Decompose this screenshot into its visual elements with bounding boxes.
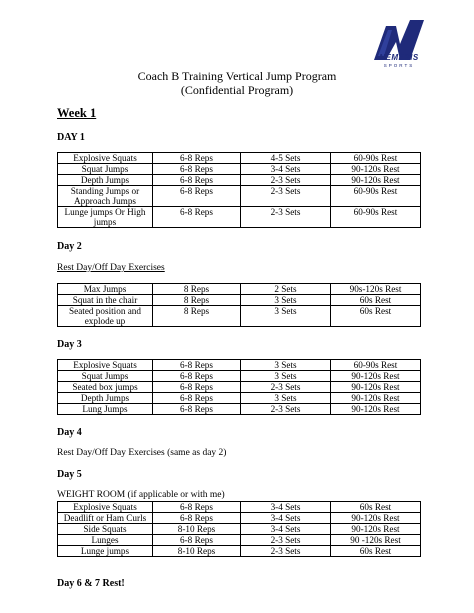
day1-table [57, 152, 421, 228]
table-row [58, 164, 421, 175]
rest-cell: 60-90s Rest [331, 186, 421, 207]
table-row [58, 207, 421, 228]
week-heading: Week 1 [57, 106, 97, 120]
sets-cell: 2-3 Sets [241, 535, 331, 546]
reps-cell: 6-8 Reps [153, 513, 241, 524]
sets-cell: 3-4 Sets [241, 524, 331, 535]
reps-cell: 6-8 Reps [153, 371, 241, 382]
day5-note: WEIGHT ROOM (if applicable or with me) [57, 490, 225, 500]
rest-cell: 90 -120s Rest [331, 535, 421, 546]
day2-heading: Day 2 [57, 241, 82, 252]
exercise-cell: Lung Jumps [58, 404, 153, 415]
table-row [58, 546, 421, 557]
exercise-cell: Lunge jumps Or High jumps [58, 207, 153, 228]
sets-cell: 2-3 Sets [241, 382, 331, 393]
rest-cell: 90-120s Rest [331, 393, 421, 404]
rest-cell: 60-90s Rest [331, 153, 421, 164]
rest-cell: 90-120s Rest [331, 382, 421, 393]
rest-cell: 90-120s Rest [331, 164, 421, 175]
sets-cell: 3 Sets [241, 360, 331, 371]
exercise-cell: Squat in the chair [58, 295, 153, 306]
sets-cell: 3 Sets [241, 306, 331, 327]
day67-heading: Day 6 & 7 Rest! [57, 578, 125, 589]
table-row [58, 284, 421, 295]
sets-cell: 2 Sets [241, 284, 331, 295]
exercise-cell: Squat Jumps [58, 371, 153, 382]
reps-cell: 8-10 Reps [153, 546, 241, 557]
table-row [58, 295, 421, 306]
sets-cell: 2-3 Sets [241, 186, 331, 207]
reps-cell: 6-8 Reps [153, 535, 241, 546]
reps-cell: 6-8 Reps [153, 164, 241, 175]
exercise-cell: Depth Jumps [58, 175, 153, 186]
reps-cell: 6-8 Reps [153, 175, 241, 186]
table-row [58, 306, 421, 327]
reps-cell: 6-8 Reps [153, 382, 241, 393]
reps-cell: 8 Reps [153, 284, 241, 295]
rest-cell: 90-120s Rest [331, 524, 421, 535]
rest-cell: 90-120s Rest [331, 371, 421, 382]
logo-subtitle: SPORTS [383, 63, 415, 68]
day4-note: Rest Day/Off Day Exercises (same as day 2) [57, 448, 227, 458]
table-row [58, 371, 421, 382]
logo-wordmark: NEMESIS [379, 53, 419, 62]
rest-cell: 60s Rest [331, 546, 421, 557]
exercise-cell: Deadlift or Ham Curls [58, 513, 153, 524]
day5-table [57, 501, 421, 557]
sets-cell: 3 Sets [241, 393, 331, 404]
reps-cell: 6-8 Reps [153, 360, 241, 371]
rest-cell: 60-90s Rest [331, 207, 421, 228]
reps-cell: 6-8 Reps [153, 207, 241, 228]
rest-cell: 90-120s Rest [331, 404, 421, 415]
exercise-cell: Seated box jumps [58, 382, 153, 393]
sets-cell: 3-4 Sets [241, 502, 331, 513]
reps-cell: 6-8 Reps [153, 393, 241, 404]
exercise-cell: Max Jumps [58, 284, 153, 295]
reps-cell: 6-8 Reps [153, 153, 241, 164]
sets-cell: 3-4 Sets [241, 164, 331, 175]
exercise-cell: Explosive Squats [58, 502, 153, 513]
day2-note: Rest Day/Off Day Exercises [57, 263, 165, 273]
rest-cell: 90-120s Rest [331, 513, 421, 524]
rest-cell: 60-90s Rest [331, 360, 421, 371]
reps-cell: 6-8 Reps [153, 186, 241, 207]
table-row [58, 175, 421, 186]
document-title: Coach B Training Vertical Jump Program [137, 69, 337, 83]
table-row [58, 393, 421, 404]
day5-heading: Day 5 [57, 469, 82, 480]
exercise-cell: Lunge jumps [58, 546, 153, 557]
sets-cell: 3 Sets [241, 295, 331, 306]
rest-cell: 60s Rest [331, 295, 421, 306]
table-row [58, 186, 421, 207]
table-row [58, 535, 421, 546]
table-row [58, 513, 421, 524]
document-subtitle: (Confidential Program) [180, 83, 294, 97]
sets-cell: 2-3 Sets [241, 404, 331, 415]
exercise-cell: Seated position and explode up [58, 306, 153, 327]
reps-cell: 8 Reps [153, 295, 241, 306]
day3-table [57, 359, 421, 415]
day3-heading: Day 3 [57, 339, 82, 350]
table-row [58, 502, 421, 513]
exercise-cell: Lunges [58, 535, 153, 546]
exercise-cell: Explosive Squats [58, 153, 153, 164]
sets-cell: 3 Sets [241, 371, 331, 382]
reps-cell: 6-8 Reps [153, 502, 241, 513]
exercise-cell: Side Squats [58, 524, 153, 535]
table-row [58, 404, 421, 415]
sets-cell: 4-5 Sets [241, 153, 331, 164]
reps-cell: 8-10 Reps [153, 524, 241, 535]
rest-cell: 60s Rest [331, 502, 421, 513]
exercise-cell: Explosive Squats [58, 360, 153, 371]
reps-cell: 8 Reps [153, 306, 241, 327]
table-row [58, 360, 421, 371]
reps-cell: 6-8 Reps [153, 404, 241, 415]
day2-table [57, 283, 421, 327]
sets-cell: 3-4 Sets [241, 513, 331, 524]
table-row [58, 153, 421, 164]
sets-cell: 2-3 Sets [241, 207, 331, 228]
day1-heading: DAY 1 [57, 132, 85, 143]
rest-cell: 90-120s Rest [331, 175, 421, 186]
rest-cell: 60s Rest [331, 306, 421, 327]
exercise-cell: Depth Jumps [58, 393, 153, 404]
table-row [58, 524, 421, 535]
table-row [58, 382, 421, 393]
exercise-cell: Squat Jumps [58, 164, 153, 175]
sets-cell: 2-3 Sets [241, 546, 331, 557]
day4-heading: Day 4 [57, 427, 82, 438]
exercise-cell: Standing Jumps or Approach Jumps [58, 186, 153, 207]
sets-cell: 2-3 Sets [241, 175, 331, 186]
rest-cell: 90s-120s Rest [331, 284, 421, 295]
